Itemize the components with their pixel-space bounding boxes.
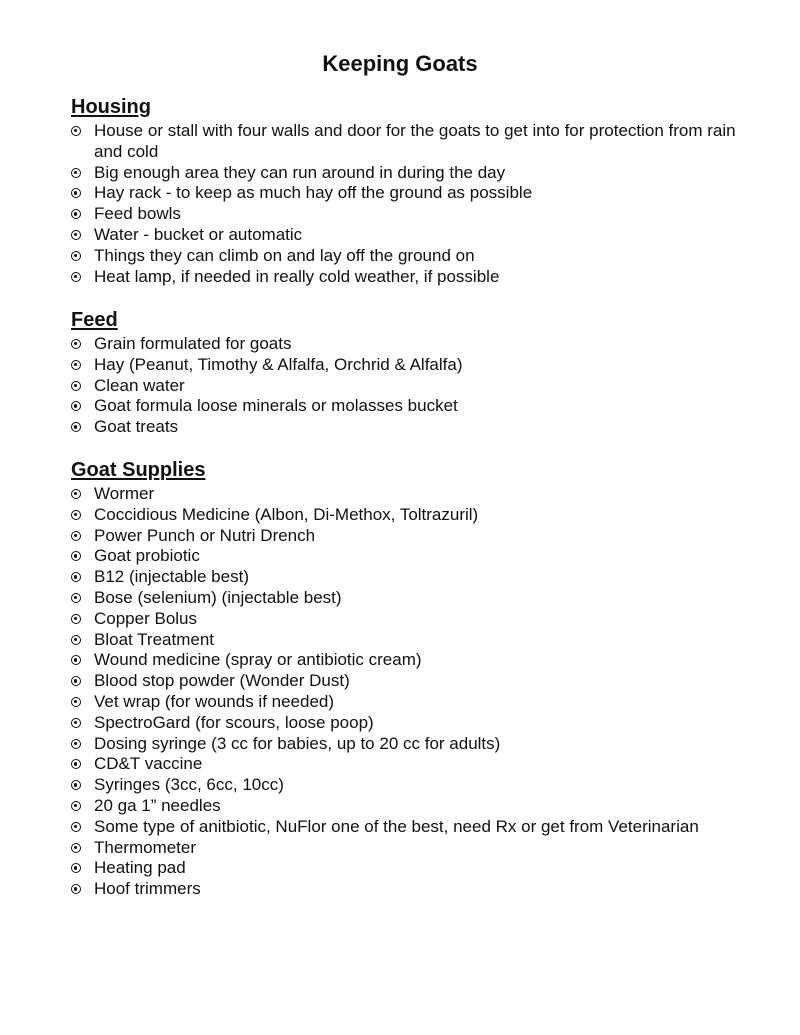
list-item-text: Some type of anitbiotic, NuFlor one of the best, need Rx or get from Veterinarian — [94, 816, 699, 836]
list-item-text: Clean water — [94, 375, 185, 395]
list-item — [71, 505, 751, 526]
list-item — [71, 692, 751, 713]
circle-bullet-icon — [71, 739, 81, 749]
circle-bullet-icon — [71, 780, 81, 790]
list-item — [71, 609, 751, 630]
list-item — [71, 183, 751, 204]
circle-bullet-icon — [71, 801, 81, 811]
feed-list — [71, 334, 751, 438]
list-item — [71, 838, 751, 859]
list-item-text: Blood stop powder (Wonder Dust) — [94, 671, 350, 691]
list-item — [71, 334, 751, 355]
circle-bullet-icon — [71, 635, 81, 645]
circle-bullet-icon — [71, 551, 81, 561]
list-item — [71, 671, 751, 692]
list-item-text: Feed bowls — [94, 204, 181, 224]
circle-bullet-icon — [71, 697, 81, 707]
circle-bullet-icon — [71, 126, 81, 136]
list-item-text: Power Punch or Nutri Drench — [94, 525, 316, 545]
list-item-text: Heat lamp, if needed in really cold weather, if possible — [94, 266, 500, 286]
list-item — [71, 713, 751, 734]
list-item-text: Bose (selenium) (injectable best) — [94, 587, 342, 607]
list-item-text: SpectroGard (for scours, loose poop) — [94, 712, 374, 732]
list-item-text: 20 ga 1” needles — [94, 795, 221, 815]
section-goat-supplies — [71, 458, 751, 900]
list-item-text: Wound medicine (spray or antibiotic cream) — [94, 650, 422, 670]
list-item-text: Hoof trimmers — [94, 879, 201, 899]
list-item-text: Big enough area they can run around in during the day — [94, 162, 506, 182]
circle-bullet-icon — [71, 614, 81, 624]
list-item — [71, 376, 751, 397]
circle-bullet-icon — [71, 381, 81, 391]
section-housing — [71, 95, 751, 287]
list-item — [71, 630, 751, 651]
circle-bullet-icon — [71, 510, 81, 520]
circle-bullet-icon — [71, 339, 81, 349]
section-feed — [71, 308, 751, 438]
list-item — [71, 546, 751, 567]
circle-bullet-icon — [71, 188, 81, 198]
list-item — [71, 650, 751, 671]
list-item — [71, 204, 751, 225]
list-item-text: Goat probiotic — [94, 546, 200, 566]
circle-bullet-icon — [71, 272, 81, 282]
list-item — [71, 734, 751, 755]
list-item — [71, 775, 751, 796]
list-item — [71, 355, 751, 376]
list-item-text: B12 (injectable best) — [94, 567, 249, 587]
circle-bullet-icon — [71, 489, 81, 499]
list-item-text: House or stall with four walls and door for the goats to get into for protection from rain and cold — [94, 121, 736, 161]
list-item-text: Coccidious Medicine (Albon, Di-Methox, Toltrazuril) — [94, 504, 479, 524]
section-heading-feed: Feed — [71, 309, 118, 331]
circle-bullet-icon — [71, 843, 81, 853]
list-item-text: Wormer — [94, 484, 155, 503]
circle-bullet-icon — [71, 209, 81, 219]
circle-bullet-icon — [71, 572, 81, 582]
circle-bullet-icon — [71, 401, 81, 411]
circle-bullet-icon — [71, 676, 81, 686]
list-item — [71, 246, 751, 267]
circle-bullet-icon — [71, 593, 81, 603]
list-item-text: Heating pad — [94, 858, 186, 878]
list-item — [71, 796, 751, 817]
list-item-text: Water - bucket or automatic — [94, 224, 303, 244]
list-item — [71, 484, 751, 505]
list-item — [71, 225, 751, 246]
list-item — [71, 879, 751, 900]
list-item-text: Hay (Peanut, Timothy & Alfalfa, Orchrid & Alfalfa) — [94, 354, 463, 374]
list-item-text: Grain formulated for goats — [94, 334, 292, 353]
list-item-text: Bloat Treatment — [94, 629, 215, 649]
circle-bullet-icon — [71, 230, 81, 240]
circle-bullet-icon — [71, 655, 81, 665]
circle-bullet-icon — [71, 251, 81, 261]
list-item — [71, 567, 751, 588]
circle-bullet-icon — [71, 718, 81, 728]
list-item-text: Goat treats — [94, 417, 179, 437]
goat-supplies-list — [71, 484, 751, 900]
list-item-text: Vet wrap (for wounds if needed) — [94, 691, 335, 711]
list-item-text: CD&T vaccine — [94, 754, 203, 774]
list-item-text: Goat formula loose minerals or molasses bucket — [94, 396, 458, 416]
circle-bullet-icon — [71, 422, 81, 432]
page-title: Keeping Goats — [322, 51, 478, 76]
list-item — [71, 526, 751, 547]
list-item — [71, 754, 751, 775]
circle-bullet-icon — [71, 822, 81, 832]
list-item-text: Dosing syringe (3 cc for babies, up to 20 cc for adults) — [94, 733, 501, 753]
list-item-text: Copper Bolus — [94, 608, 198, 628]
housing-list — [71, 121, 751, 287]
section-heading-goat-supplies: Goat Supplies — [71, 459, 206, 481]
list-item — [71, 417, 751, 438]
list-item-text: Thermometer — [94, 837, 197, 857]
circle-bullet-icon — [71, 531, 81, 541]
list-item-text: Hay rack - to keep as much hay off the ground as possible — [94, 183, 533, 203]
list-item — [71, 588, 751, 609]
list-item-text: Syringes (3cc, 6cc, 10cc) — [94, 775, 284, 795]
list-item — [71, 817, 751, 838]
circle-bullet-icon — [71, 360, 81, 370]
list-item — [71, 858, 751, 879]
list-item — [71, 396, 751, 417]
circle-bullet-icon — [71, 884, 81, 894]
circle-bullet-icon — [71, 168, 81, 178]
circle-bullet-icon — [71, 759, 81, 769]
section-heading-housing: Housing — [71, 96, 151, 118]
list-item-text: Things they can climb on and lay off the ground on — [94, 245, 475, 265]
list-item — [71, 121, 751, 163]
circle-bullet-icon — [71, 863, 81, 873]
list-item — [71, 267, 751, 288]
list-item — [71, 163, 751, 184]
